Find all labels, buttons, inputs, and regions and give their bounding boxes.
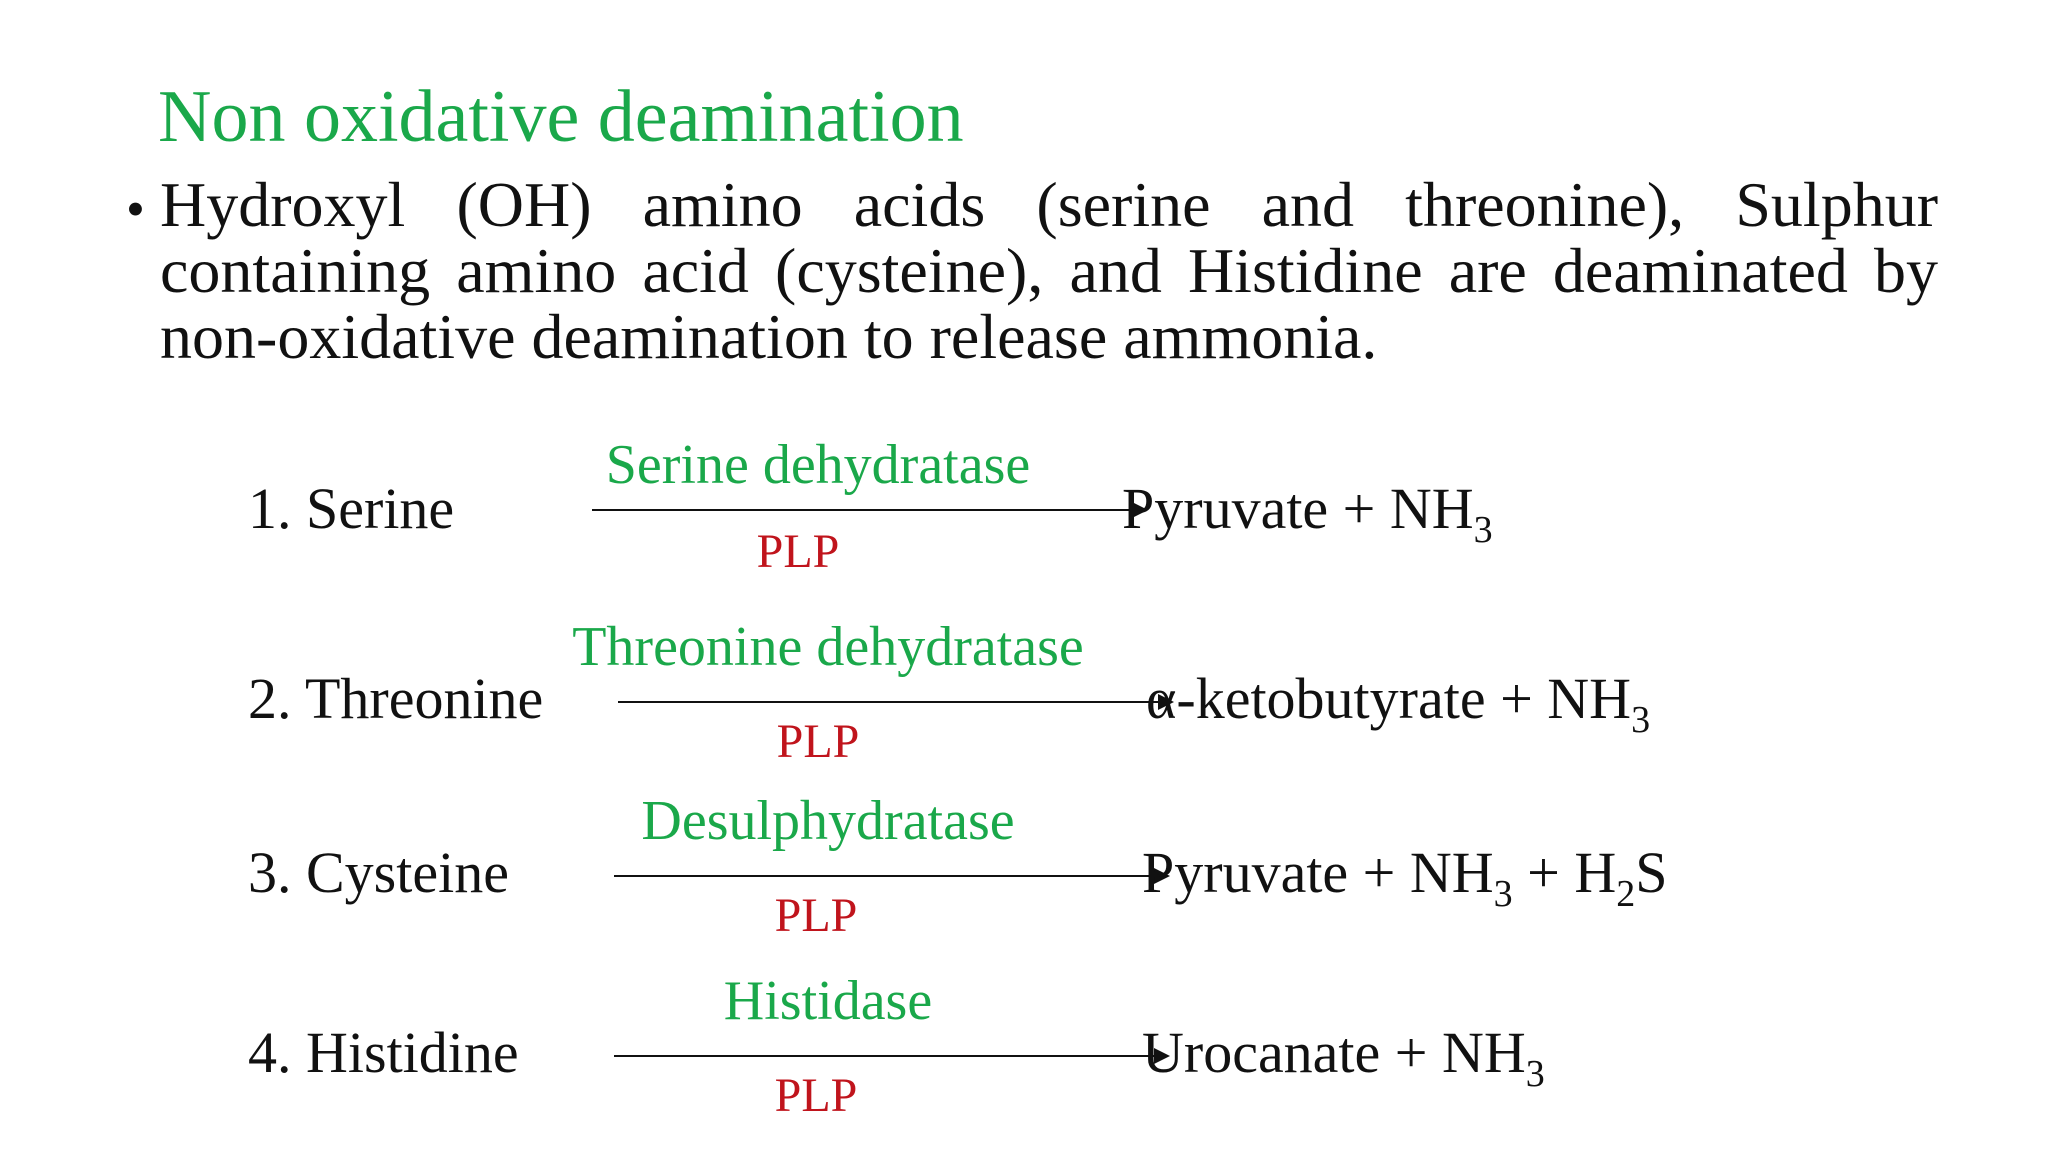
reaction-substrate: 3. Cysteine: [248, 840, 509, 905]
reaction-enzyme: Serine dehydratase: [605, 434, 1031, 496]
reaction-cofactor: PLP: [776, 715, 860, 768]
reaction-cysteine: [248, 788, 1698, 942]
reaction-cofactor: PLP: [756, 525, 840, 578]
reaction-arrow: [614, 1048, 1170, 1064]
bullet-dot-icon: •: [126, 179, 145, 239]
reaction-serine: [248, 432, 1548, 582]
reaction-product: Pyruvate + $NH_3 + H_2S$: [1142, 840, 1668, 915]
reaction-threonine: [248, 614, 1651, 768]
reaction-arrow: [618, 694, 1174, 710]
reaction-product: Pyruvate + $NH_3$: [1122, 476, 1493, 551]
reaction-enzyme: Threonine dehydratase: [572, 616, 1084, 678]
reaction-cofactor: PLP: [774, 1069, 858, 1122]
reaction-arrow: [592, 502, 1148, 518]
reaction-product: α-ketobutyrate + $NH_3$: [1146, 666, 1651, 741]
reaction-substrate: 1. Serine: [248, 476, 455, 541]
reaction-substrate: 4. Histidine: [248, 1020, 519, 1085]
bullet-text: Hydroxyl (OH) amino acids (serine and threonine), Sulphur containing amino acid (cysteine), and Histidine are deaminated by non-oxidative deamination to release ammonia.: [160, 169, 1938, 372]
reaction-arrow: [614, 868, 1170, 884]
reaction-product: Urocanate + $NH_3$: [1142, 1020, 1545, 1095]
bullet-point: [118, 169, 1938, 372]
reaction-histidine: [248, 968, 1548, 1122]
reaction-substrate: 2. Threonine: [248, 666, 544, 731]
slide-title: Non oxidative deamination: [158, 76, 964, 158]
reaction-cofactor: PLP: [774, 889, 858, 942]
reaction-enzyme: Histidase: [723, 970, 933, 1032]
reaction-enzyme: Desulphydratase: [641, 790, 1015, 852]
